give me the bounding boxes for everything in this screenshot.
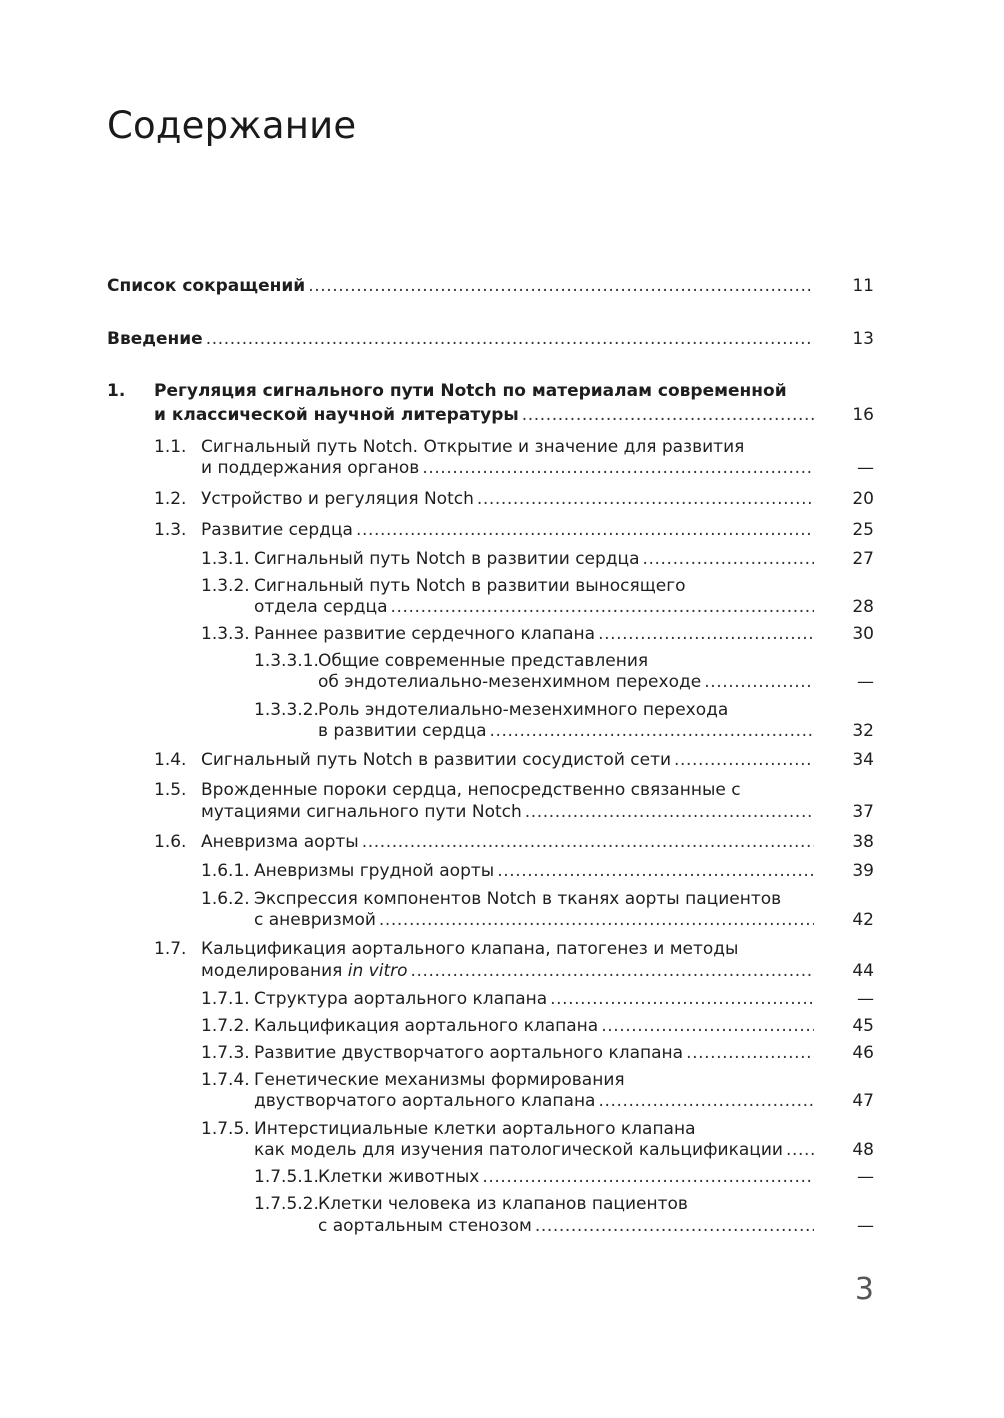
toc-entry-title: мутациями сигнального пути Notch ..... — [201, 802, 814, 822]
toc-entry-title: в развитии сердца ..... — [318, 721, 814, 741]
toc-entry-title: Развитие двустворчатого аортального клапана ..... — [254, 1043, 814, 1063]
page-number: 3 — [854, 1272, 874, 1307]
toc-entry-number: 1.7. — [154, 939, 187, 959]
toc-entry-number: 1.3.2. — [201, 576, 250, 596]
leader-dots — [356, 520, 814, 540]
toc-entry-title-line1: Интерстициальные клетки аортального клапана — [254, 1119, 696, 1139]
toc-entry-number: 1. — [107, 381, 126, 401]
leader-dots — [477, 489, 814, 509]
toc-page-number: 38 — [852, 832, 874, 852]
toc-entry-title: и классической научной литературы ..... — [154, 405, 814, 425]
toc-page-number: 47 — [852, 1091, 874, 1111]
toc-entry-title: отдела сердца ..... — [254, 597, 814, 617]
toc-entry-title: Развитие сердца ..... — [201, 520, 814, 540]
toc-entry-title: Аневризмы грудной аорты ..... — [254, 861, 814, 881]
toc-entry-title: Сигнальный путь Notch в развитии сосудистой сети ..... — [201, 750, 814, 770]
toc-entry-title-line1: Сигнальный путь Notch. Открытие и значение для развития — [201, 437, 745, 457]
leader-dots — [704, 672, 814, 692]
toc-entry-number: 1.7.2. — [201, 1016, 250, 1036]
toc-entry-number: 1.3.1. — [201, 549, 250, 569]
leader-dots — [489, 721, 814, 741]
toc-entry-number: 1.6.2. — [201, 889, 250, 909]
leader-dots — [482, 1167, 814, 1187]
toc-page-number: 20 — [852, 489, 874, 509]
leader-dots — [411, 961, 814, 981]
toc-page-number: — — [857, 1216, 874, 1236]
toc-entry-title-line1: Врожденные пороки сердца, непосредственно связанные с — [201, 780, 741, 800]
toc-entry-number: 1.7.4. — [201, 1070, 250, 1090]
toc-entry-title: как модель для изучения патологической кальцификации ..... — [254, 1140, 814, 1160]
toc-entry-title: с аортальным стенозом ..... — [318, 1216, 814, 1236]
toc-entry-number: 1.4. — [154, 750, 187, 770]
toc-page-number: — — [857, 672, 874, 692]
toc-entry-title: и поддержания органов ..... — [201, 458, 814, 478]
leader-dots — [391, 597, 814, 617]
toc-entry-title-line1: Клетки человека из клапанов пациентов — [318, 1194, 688, 1214]
toc-entry-title: Кальцификация аортального клапана ..... — [254, 1016, 814, 1036]
toc-entry-title-line1: Сигнальный путь Notch в развитии выносящего — [254, 576, 686, 596]
toc-page-number: 46 — [852, 1043, 874, 1063]
toc-page-number: 44 — [852, 961, 874, 981]
toc-entry-number: 1.6.1. — [201, 861, 250, 881]
toc-entry-title: Сигнальный путь Notch в развитии сердца ..... — [254, 549, 814, 569]
toc-entry-number: 1.2. — [154, 489, 187, 509]
toc-entry-number: 1.5. — [154, 780, 187, 800]
toc-page-number: 32 — [852, 721, 874, 741]
toc-entry-title: Раннее развитие сердечного клапана ..... — [254, 624, 814, 644]
toc-page-number: — — [857, 1167, 874, 1187]
toc-page-number: 13 — [852, 329, 874, 349]
leader-dots — [550, 989, 814, 1009]
toc-entry-title: двустворчатого аортального клапана ..... — [254, 1091, 814, 1111]
toc-page-number: 27 — [852, 549, 874, 569]
toc-entry-title: об эндотелиально-мезенхимном переходе ..... — [318, 672, 814, 692]
toc-entry-number: 1.7.1. — [201, 989, 250, 1009]
toc-entry-title-line1: Экспрессия компонентов Notch в тканях аорты пациентов — [254, 889, 782, 909]
toc-page-number: 30 — [852, 624, 874, 644]
leader-dots — [497, 861, 814, 881]
leader-dots — [522, 405, 814, 425]
leader-dots — [535, 1216, 814, 1236]
toc-page-number: 48 — [852, 1140, 874, 1160]
leader-dots — [379, 910, 814, 930]
leader-dots — [206, 329, 814, 349]
toc-entry-number: 1.3.3.1. — [254, 651, 319, 671]
toc-entry-number: 1.3. — [154, 520, 187, 540]
toc-entry-number: 1.7.5. — [201, 1119, 250, 1139]
toc-entry-title-line1: Роль эндотелиально-мезенхимного перехода — [318, 700, 729, 720]
toc-entry-number: 1.7.3. — [201, 1043, 250, 1063]
leader-dots — [598, 624, 814, 644]
toc-entry-title-line1: Общие современные представления — [318, 651, 649, 671]
leader-dots — [422, 458, 814, 478]
leader-dots — [786, 1140, 814, 1160]
leader-dots — [598, 1091, 814, 1111]
leader-dots — [686, 1043, 814, 1063]
toc-entry-title-line1: Регуляция сигнального пути Notch по материалам современной — [154, 381, 787, 401]
toc-entry-number: 1.7.5.1. — [254, 1167, 319, 1187]
italic-term: in vitro — [347, 961, 408, 981]
toc-entry-number: 1.3.3.2. — [254, 700, 319, 720]
toc-page-number: 28 — [852, 597, 874, 617]
toc-entry-title: с аневризмой ..... — [254, 910, 814, 930]
toc-entry-title: Устройство и регуляция Notch ..... — [201, 489, 814, 509]
toc-page-number: 37 — [852, 802, 874, 822]
toc-entry-title: Клетки животных ..... — [318, 1167, 814, 1187]
toc-page-number: 39 — [852, 861, 874, 881]
toc-entry-number: 1.3.3. — [201, 624, 250, 644]
leader-dots — [674, 750, 814, 770]
toc-entry-number: 1.7.5.2. — [254, 1194, 319, 1214]
toc-entry-title: Структура аортального клапана ..... — [254, 989, 814, 1009]
toc-entry-number: 1.1. — [154, 437, 187, 457]
toc-entry-title: Аневризма аорты ..... — [201, 832, 814, 852]
toc-entry-title-line1: Кальцификация аортального клапана, патогенез и методы — [201, 939, 739, 959]
toc-page-number: 25 — [852, 520, 874, 540]
toc-page-number: 42 — [852, 910, 874, 930]
toc-page-number: — — [857, 989, 874, 1009]
toc-page-number: 45 — [852, 1016, 874, 1036]
toc-entry-title: Список сокращений ..... — [107, 276, 814, 296]
toc-page-number: — — [857, 458, 874, 478]
toc-page-number: 16 — [852, 405, 874, 425]
toc-page-number: 34 — [852, 750, 874, 770]
toc-entry-title: Введение ..... — [107, 329, 814, 349]
leader-dots — [362, 832, 814, 852]
leader-dots — [308, 276, 814, 296]
page-title: Содержание — [107, 104, 357, 147]
toc-page-number: 11 — [852, 276, 874, 296]
toc-entry-title: моделирования in vitro ..... — [201, 961, 814, 981]
leader-dots — [643, 549, 814, 569]
toc-entry-number: 1.6. — [154, 832, 187, 852]
leader-dots — [525, 802, 814, 822]
toc-entry-title-line1: Генетические механизмы формирования — [254, 1070, 625, 1090]
leader-dots — [601, 1016, 814, 1036]
